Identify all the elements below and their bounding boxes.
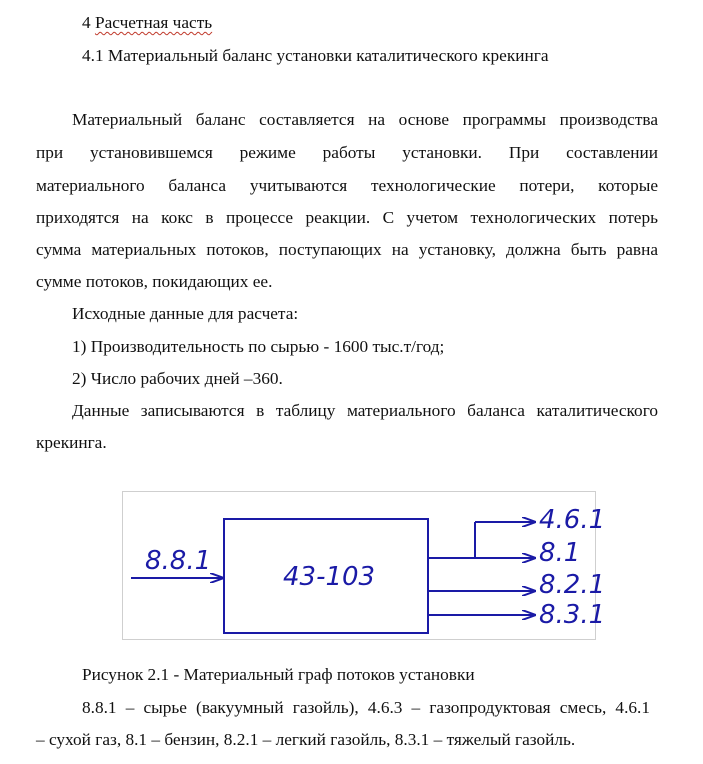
paragraph1-line-2: при установившемся режиме работы установки. При составлении <box>36 143 658 162</box>
output-label-2: 8.1 <box>539 538 581 568</box>
section-number: 4 <box>82 13 91 32</box>
paragraph2-line-1: Данные записываются в таблицу материального баланса каталитического <box>72 401 658 420</box>
initial-data-intro: Исходные данные для расчета: <box>72 304 299 323</box>
output-label-1: 4.6.1 <box>539 505 606 535</box>
paragraph2-line-2: крекинга. <box>36 433 107 452</box>
paragraph1-line-1: Материальный баланс составляется на основе программы производства <box>72 110 658 129</box>
output-label-4: 8.3.1 <box>539 600 606 630</box>
input-label: 8.8.1 <box>145 546 212 576</box>
paragraph1-line-6: сумме потоков, покидающих ее. <box>36 272 273 291</box>
initial-data-item-2: 2) Число рабочих дней –360. <box>72 369 283 388</box>
unit-box-label: 43-103 <box>283 562 376 592</box>
paragraph1-line-4: приходятся на кокс в процессе реакции. С учетом технологических потерь <box>36 208 658 227</box>
legend-line-2: – сухой газ, 8.1 – бензин, 8.2.1 – легкий газойль, 8.3.1 – тяжелый газойль. <box>36 730 576 749</box>
flow-diagram <box>122 491 606 640</box>
output-label-3: 8.2.1 <box>539 570 606 600</box>
legend-line-1: 8.8.1 – сырье (вакуумный газойль), 4.6.3 – газопродуктовая смесь, 4.6.1 <box>82 698 650 717</box>
figure-caption: Рисунок 2.1 - Материальный граф потоков установки <box>82 665 475 684</box>
subsection-heading: 4.1 Материальный баланс установки каталитического крекинга <box>82 46 549 65</box>
paragraph1-line-5: сумма материальных потоков, поступающих на установку, должна быть равна <box>36 240 658 259</box>
initial-data-item-1: 1) Производительность по сырью - 1600 тыс.т/год; <box>72 337 445 356</box>
section-title: Расчетная часть <box>94 13 213 32</box>
paragraph1-line-3: материального баланса учитываются технологические потери, которые <box>36 176 658 195</box>
flow-diagram-svg <box>123 492 606 641</box>
section-heading <box>82 12 212 34</box>
